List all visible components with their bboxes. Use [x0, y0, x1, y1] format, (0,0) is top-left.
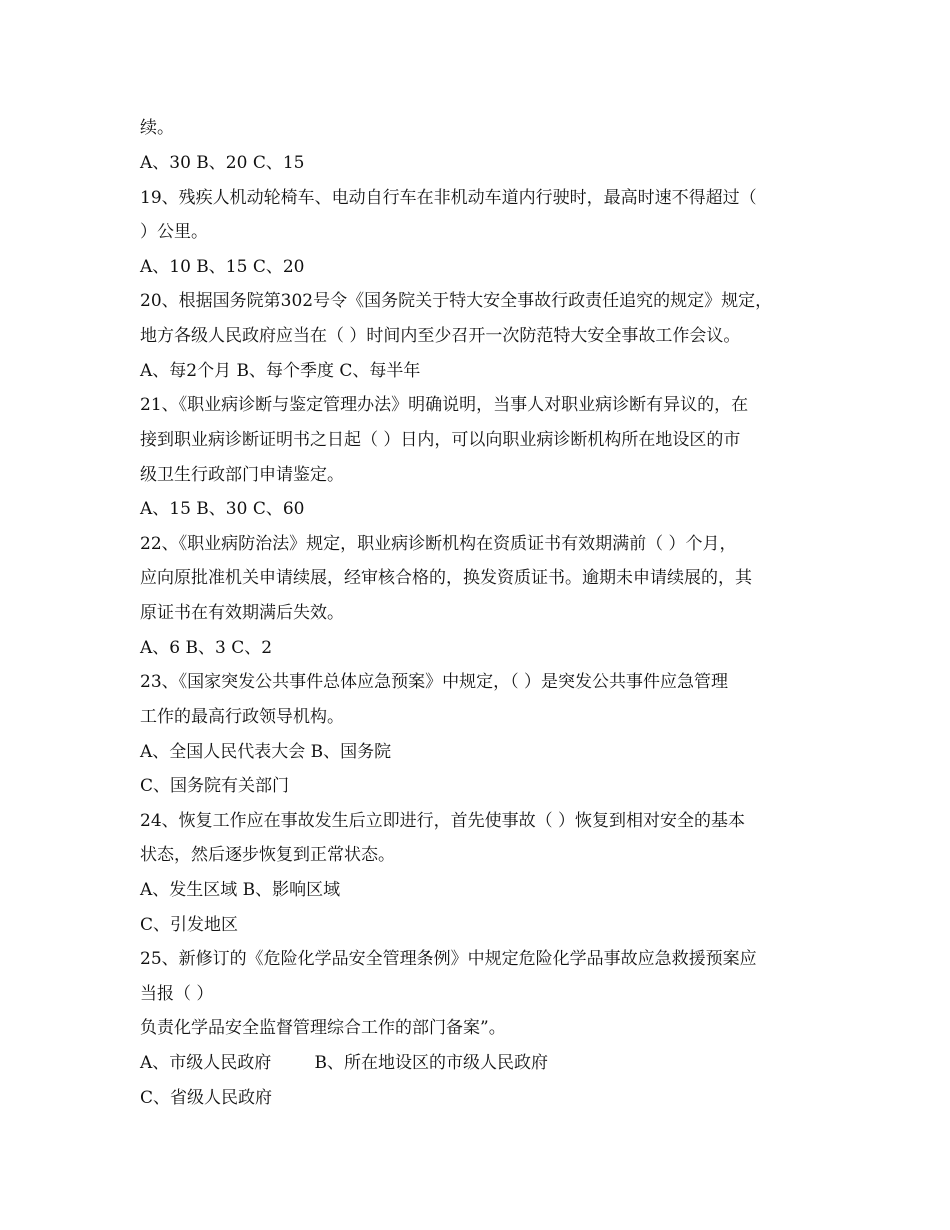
text-line: 级卫生行政部门申请鉴定。 — [140, 465, 344, 485]
text-line: 应向原批准机关申请续展，经审核合格的，换发资质证书。逾期未申请续展的，其 — [140, 568, 752, 588]
text-line: A、30 B、20 C、15 — [140, 153, 305, 173]
text-line: 19、残疾人机动轮椅车、电动自行车在非机动车道内行驶时，最高时速不得超过（ — [140, 188, 757, 208]
text-line: 状态，然后逐步恢复到正常状态。 — [140, 845, 395, 865]
text-line: C、引发地区 — [140, 915, 239, 935]
text-line: A、每2个月 B、每个季度 C、每半年 — [140, 361, 421, 381]
text-line: A、发生区域 B、影响区域 — [140, 880, 341, 900]
text-line: A、市级人民政府 B、所在地设区的市级人民政府 — [140, 1053, 548, 1073]
text-line: 原证书在有效期满后失效。 — [140, 603, 344, 623]
text-line: 22、《职业病防治法》规定，职业病诊断机构在资质证书有效期满前（ ）个月， — [140, 534, 737, 554]
text-line: 25、新修订的《危险化学品安全管理条例》中规定危险化学品事故应急救援预案应 — [140, 949, 757, 969]
text-line: 续。 — [140, 118, 174, 138]
text-line: ）公里。 — [140, 222, 208, 242]
text-line: 20、根据国务院第302号令《国务院关于特大安全事故行政责任追究的规定》规定， — [140, 291, 773, 311]
text-line: C、省级人民政府 — [140, 1088, 273, 1108]
text-line: A、6 B、3 C、2 — [140, 638, 273, 658]
text-line: 工作的最高行政领导机构。 — [140, 707, 344, 727]
text-line: 当报（ ） — [140, 984, 214, 1004]
text-line: A、15 B、30 C、60 — [140, 499, 305, 519]
text-line: 24、恢复工作应在事故发生后立即进行，首先使事故（ ）恢复到相对安全的基本 — [140, 811, 746, 831]
text-line: C、国务院有关部门 — [140, 776, 290, 796]
text-line: 地方各级人民政府应当在（ ）时间内至少召开一次防范特大安全事故工作会议。 — [140, 326, 741, 346]
text-line: 负责化学品安全监督管理综合工作的部门备案”。 — [140, 1018, 506, 1038]
text-line: A、全国人民代表大会 B、国务院 — [140, 742, 392, 762]
text-line: 23、《国家突发公共事件总体应急预案》中规定，（ ）是突发公共事件应急管理 — [140, 672, 729, 692]
text-line: A、10 B、15 C、20 — [140, 257, 305, 277]
text-line: 21、《职业病诊断与鉴定管理办法》明确说明，当事人对职业病诊断有异议的，在 — [140, 395, 749, 415]
text-line: 接到职业病诊断证明书之日起（ ）日内，可以向职业病诊断机构所在地设区的市 — [140, 430, 741, 450]
